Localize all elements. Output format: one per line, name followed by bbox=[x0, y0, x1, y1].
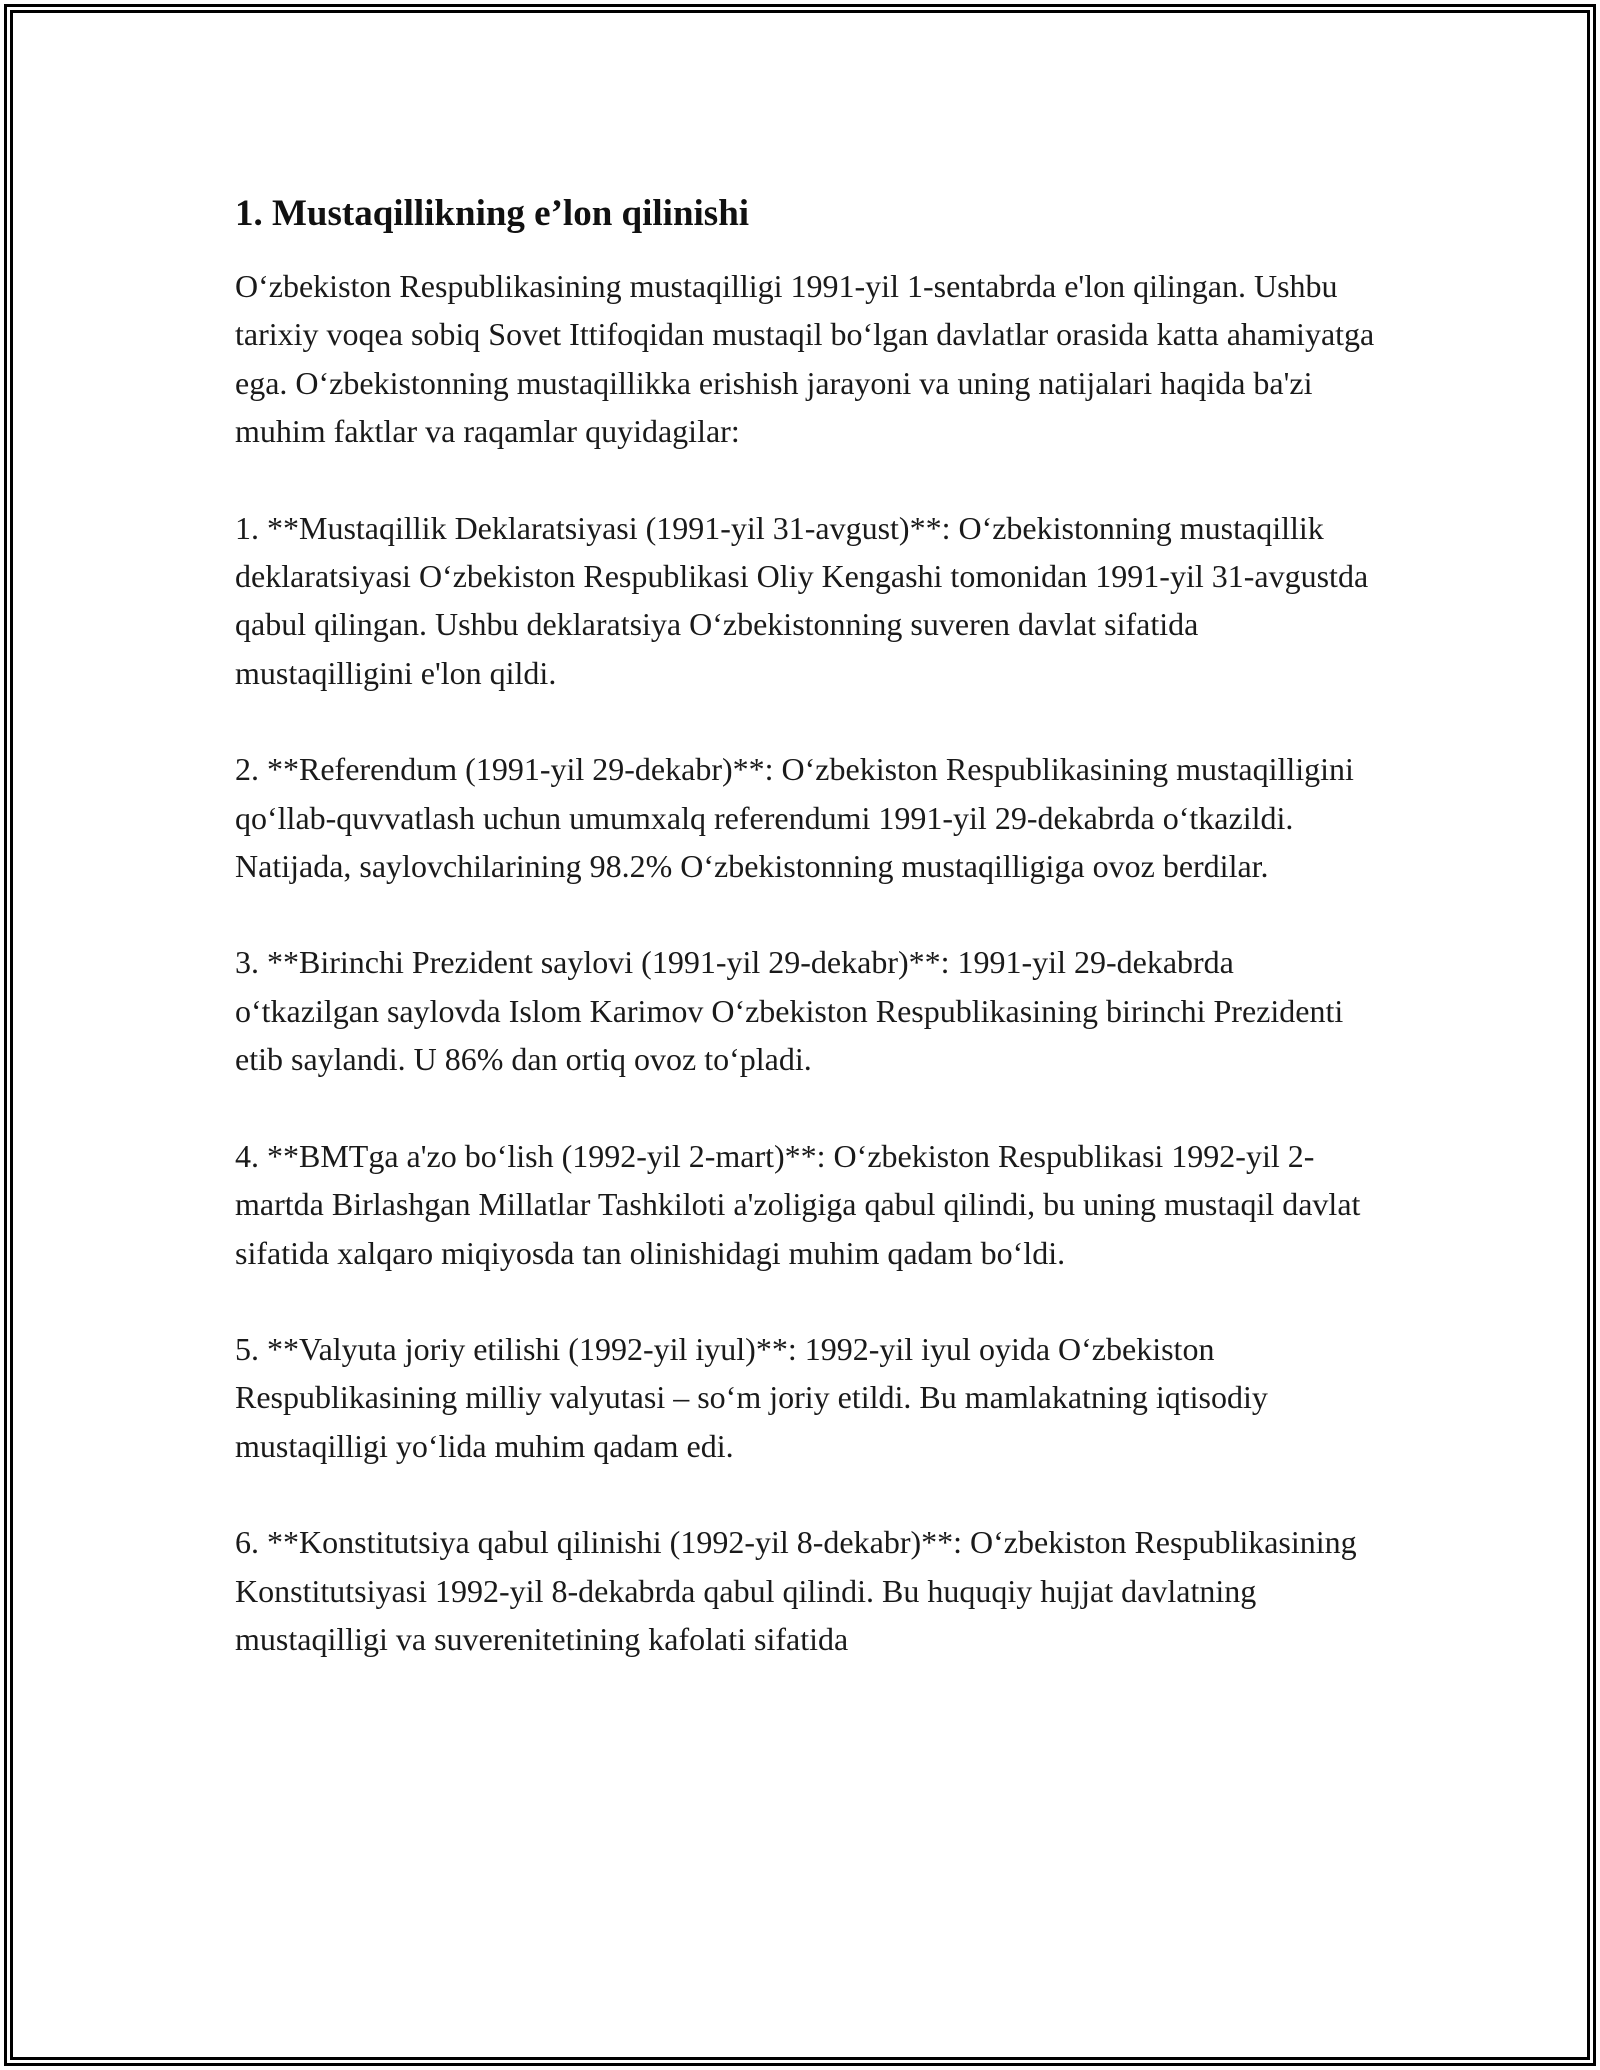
intro-paragraph: O‘zbekiston Respublikasining mustaqilligi 1991-yil 1-sentabrda e'lon qilingan. Ushbu tarixiy voqea sobiq Sovet Ittifoqidan mustaqil bo‘lgan davlatlar orasida katta ahamiyatga ega. O‘zbekistonning mustaqillikka erishish jarayoni va uning natijalari haqida ba'zi muhim faktlar va raqamlar quyidagilar: bbox=[235, 268, 1375, 450]
list-item-president-election: 3. **Birinchi Prezident saylovi (1991-yil 29-dekabr)**: 1991-yil 29-dekabrda o‘tkazilgan saylovda Islom Karimov O‘zbekiston Respublikasining birinchi Prezidenti etib saylandi. U 86% dan ortiq ovoz to‘pladi. bbox=[235, 944, 1344, 1078]
list-item-declaration: 1. **Mustaqillik Deklaratsiyasi (1991-yil 31-avgust)**: O‘zbekistonning mustaqillik deklaratsiyasi O‘zbekiston Respublikasi Oliy Kengashi tomonidan 1991-yil 31-avgustda qabul qilingan. Ushbu deklaratsiya O‘zbekistonning suveren davlat sifatida mustaqilligini e'lon qildi. bbox=[235, 509, 1369, 691]
list-item-constitution: 6. **Konstitutsiya qabul qilinishi (1992-yil 8-dekabr)**: O‘zbekiston Respublikasining Konstitutsiyasi 1992-yil 8-dekabrda qabul qilindi. Bu huquqiy hujjat davlatning mustaqilligi va suverenitetining kafolati sifatida bbox=[235, 1524, 1357, 1657]
document-body bbox=[235, 186, 1375, 1663]
list-item-referendum: 2. **Referendum (1991-yil 29-dekabr)**: O‘zbekiston Respublikasining mustaqilligini qo‘llab-quvvatlash uchun umumxalq referendumi 1991-yil 29-dekabrda o‘tkazildi. Natijada, saylovchilarining 98.2% O‘zbekistonning mustaqilligiga ovoz berdilar. bbox=[235, 751, 1354, 885]
section-heading: 1. Mustaqillikning e’lon qilinishi bbox=[235, 193, 750, 234]
list-item-un-membership: 4. **BMTga a'zo bo‘lish (1992-yil 2-mart)**: O‘zbekiston Respublikasi 1992-yil 2-martda Birlashgan Millatlar Tashkiloti a'zoligiga qabul qilindi, bu uning mustaqil davlat sifatida xalqaro miqiyosda tan olinishidagi muhim qadam bo‘ldi. bbox=[235, 1137, 1361, 1271]
list-item-currency: 5. **Valyuta joriy etilishi (1992-yil iyul)**: 1992-yil iyul oyida O‘zbekiston Respublikasining milliy valyutasi – so‘m joriy etildi. Bu mamlakatning iqtisodiy mustaqilligi yo‘lida muhim qadam edi. bbox=[235, 1330, 1268, 1464]
